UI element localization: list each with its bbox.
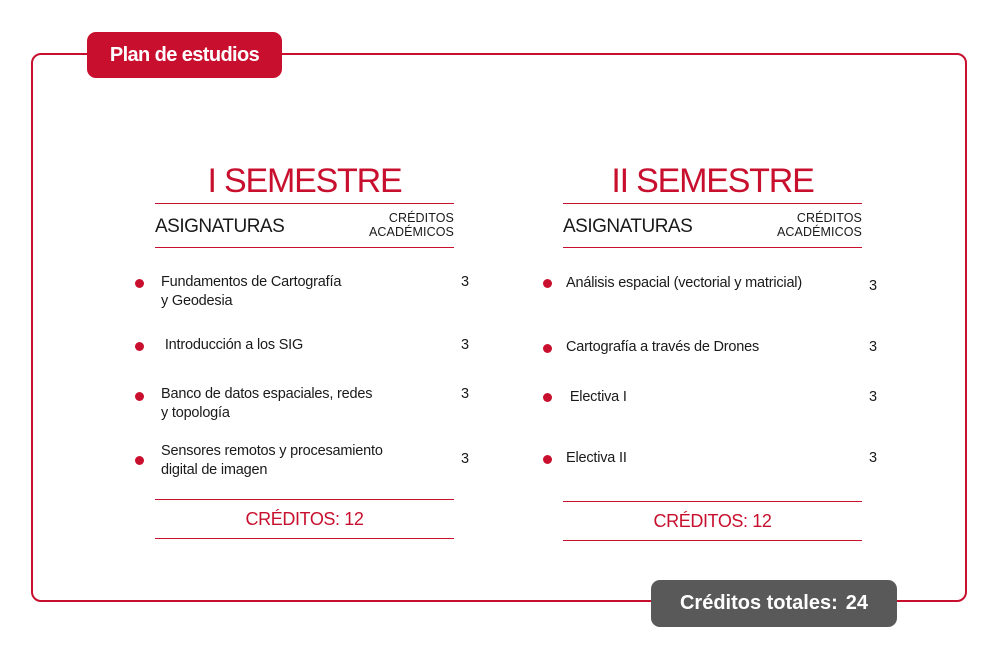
subject-name-line2: y topología xyxy=(161,405,230,421)
subjects-column-header: ASIGNATURAS xyxy=(155,216,285,237)
semester-1-title: I SEMESTRE xyxy=(155,160,454,204)
subject-credits: 3 xyxy=(869,389,877,405)
subject-name xyxy=(566,388,846,407)
subject-credits: 3 xyxy=(461,337,469,353)
semester-1-credits-total: CRÉDITOS: 12 xyxy=(155,499,454,539)
total-credits-value: 24 xyxy=(845,592,869,614)
semester-2-table-header xyxy=(563,204,862,248)
credits-header-line2: ACADÉMICOS xyxy=(368,225,454,239)
credits-column-header xyxy=(777,211,862,239)
credits-column-header xyxy=(369,211,454,239)
subject-name-line1: Sensores remotos y procesamiento xyxy=(161,443,383,459)
subject-credits: 3 xyxy=(461,386,469,402)
subject-name-line1: Electiva I xyxy=(566,389,627,405)
subject-credits: 3 xyxy=(869,278,877,294)
semester-2-title: II SEMESTRE xyxy=(563,160,862,204)
subject-credits: 3 xyxy=(869,339,877,355)
subject-name-line2: y Geodesia xyxy=(161,293,233,309)
bullet-icon xyxy=(135,342,144,351)
subject-credits: 3 xyxy=(461,451,469,467)
subject-name-line1: Introducción a los SIG xyxy=(161,337,304,353)
subject-name xyxy=(161,385,441,423)
subject-name-line1: Banco de datos espaciales, redes xyxy=(161,386,373,402)
subject-name xyxy=(566,449,846,468)
subject-name xyxy=(566,274,866,293)
semester-1-table-header xyxy=(155,204,454,248)
semester-2-credits-total: CRÉDITOS: 12 xyxy=(563,501,862,541)
subject-name xyxy=(566,338,846,357)
subject-name-line1: Electiva II xyxy=(566,450,627,466)
bullet-icon xyxy=(543,279,552,288)
bullet-icon xyxy=(543,455,552,464)
subjects-column-header: ASIGNATURAS xyxy=(563,216,693,237)
subject-credits: 3 xyxy=(869,450,877,466)
page-title: Plan de estudios xyxy=(87,32,282,78)
subject-credits: 3 xyxy=(461,274,469,290)
total-credits-badge xyxy=(651,580,897,627)
subject-name-line1: Fundamentos de Cartografía xyxy=(161,274,342,290)
subject-name xyxy=(161,336,441,355)
bullet-icon xyxy=(135,279,144,288)
credits-header-line2: ACADÉMICOS xyxy=(776,225,862,239)
credits-header-line1: CRÉDITOS xyxy=(796,211,862,225)
total-credits-label: Créditos totales: xyxy=(679,592,838,614)
bullet-icon xyxy=(135,456,144,465)
bullet-icon xyxy=(543,393,552,402)
subject-name-line1: Cartografía a través de Drones xyxy=(566,339,760,355)
subject-name-line2: digital de imagen xyxy=(161,462,268,478)
subject-name xyxy=(161,442,441,480)
bullet-icon xyxy=(543,344,552,353)
subject-name-line1: Análisis espacial (vectorial y matricial) xyxy=(566,275,802,291)
subject-name xyxy=(161,273,441,311)
bullet-icon xyxy=(135,392,144,401)
credits-header-line1: CRÉDITOS xyxy=(388,211,454,225)
